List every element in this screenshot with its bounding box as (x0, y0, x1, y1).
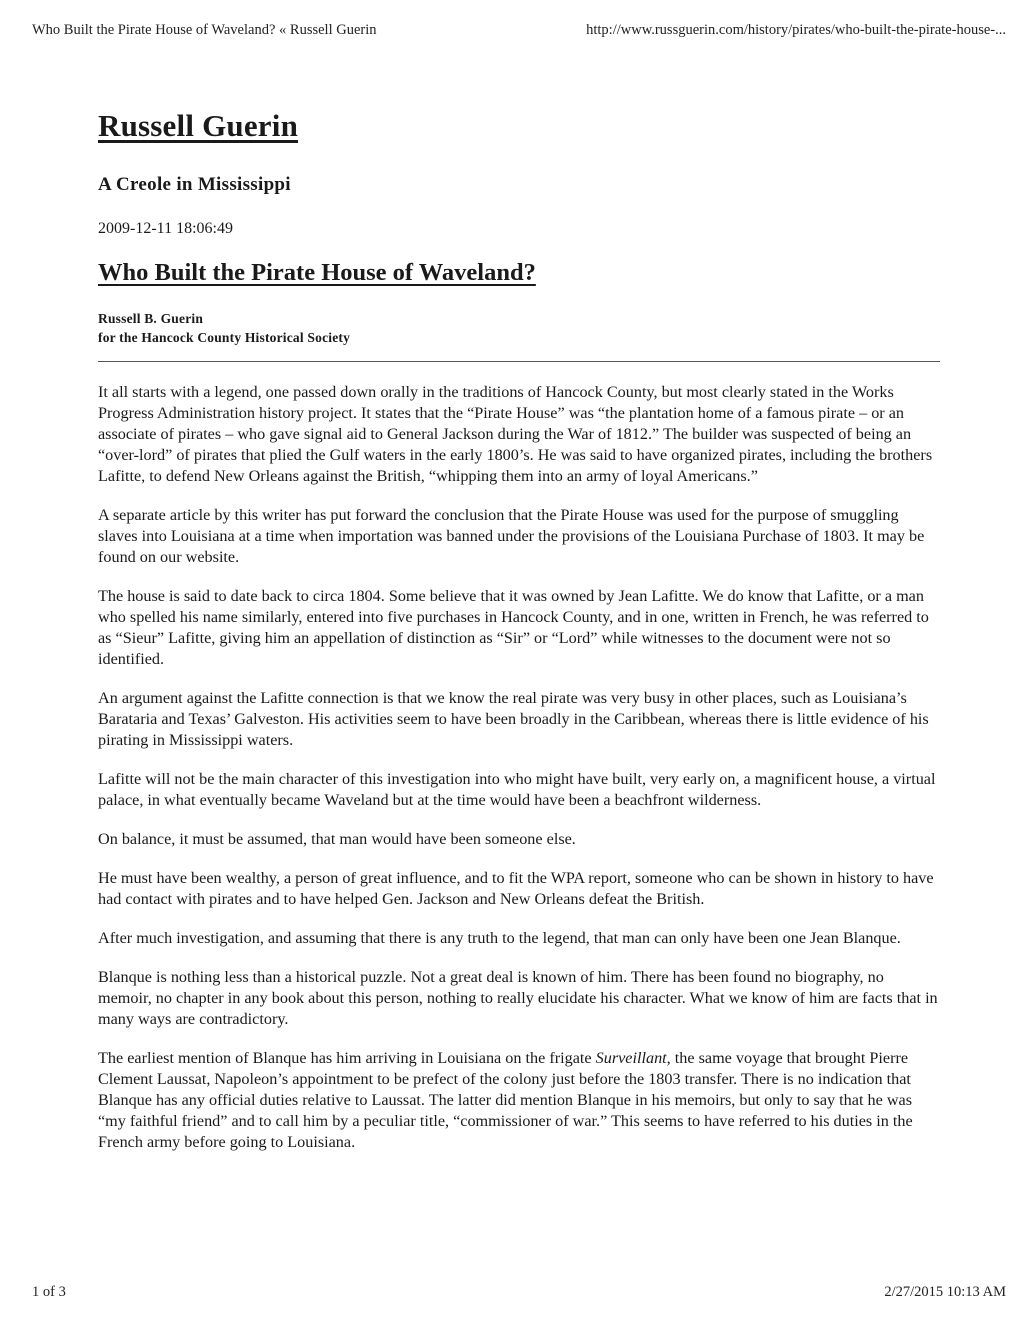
article-paragraph: After much investigation, and assuming that there is any truth to the legend, that man can only have been one Jean Blanque. (98, 929, 901, 947)
post-title[interactable]: Who Built the Pirate House of Waveland? (98, 259, 536, 286)
article-paragraph: The house is said to date back to circa 1804. Some believe that it was owned by Jean Lafitte. We do know that Lafitte, or a man who spelled his name similarly, entered into five purchases in Hancock County, and in one, written in French, he was referred to as “Sieur” Lafitte, giving him an appellation of distinction as “Sir” or “Lord” while witnesses to the document were not so identified. (98, 587, 929, 668)
print-timestamp: 2/27/2015 10:13 AM (884, 1284, 1006, 1300)
article-paragraph: An argument against the Lafitte connection is that we know the real pirate was very busy in other places, such as Louisiana’s Barataria and Texas’ Galveston. His activities seem to have been broadly in the Caribbean, whereas there is little evidence of his pirating in Mississippi waters. (98, 689, 929, 749)
article-paragraph: A separate article by this writer has put forward the conclusion that the Pirate House was used for the purpose of smuggling slaves into Louisiana at a time when importation was banned under the provisions of the Louisiana Purchase of 1803. It may be found on our website. (98, 506, 925, 566)
article-paragraph: Blanque is nothing less than a historical puzzle. Not a great deal is known of him. There has been found no biography, no memoir, no chapter in any book about this person, nothing to really elucidate his character. What we know of him are facts that in many ways are contradictory. (98, 968, 938, 1028)
print-page-title: Who Built the Pirate House of Waveland? « Russell Guerin (32, 22, 377, 38)
paragraph-text: The earliest mention of Blanque has him arriving in Louisiana on the frigate (98, 1049, 596, 1067)
author-affiliation: for the Hancock County Historical Society (98, 330, 351, 345)
divider-rule (98, 361, 940, 362)
byline (98, 309, 940, 347)
page-number: 1 of 3 (32, 1284, 66, 1300)
author-name: Russell B. Guerin (98, 311, 204, 326)
article-paragraph: He must have been wealthy, a person of great influence, and to fit the WPA report, someone who can be shown in history to have had contact with pirates and to have helped Gen. Jackson and New Orleans defeat the British. (98, 869, 934, 908)
ship-name: Surveillant, (595, 1049, 671, 1067)
print-header (32, 22, 1006, 42)
article-paragraph: On balance, it must be assumed, that man would have been someone else. (98, 830, 576, 848)
article-paragraph: It all starts with a legend, one passed down orally in the traditions of Hancock County, but most clearly stated in the Works Progress Administration history project. It states that the “Pirate House” was “the plantation home of a famous pirate – or an associate of pirates – who gave signal aid to General Jackson during the War of 1812.” The builder was suspected of being an “over-lord” of pirates that plied the Gulf waters in the early 1800’s. He was said to have organized pirates, including the brothers Lafitte, to defend New Orleans against the British, “whipping them into an army of loyal Americans.” (98, 383, 933, 485)
paragraph-text: the same voyage that brought Pierre Clement Laussat, Napoleon’s appointment to be prefect of the colony just before the 1803 transfer. There is no indication that Blanque has any official duties relative to Laussat. The latter did mention Blanque in his memoirs, but only to say that he was “my faithful friend” and to call him by a peculiar title, “commissioner of war.” This seems to have referred to his duties in the French army before going to Louisiana. (98, 1049, 913, 1151)
site-tagline: A Creole in Mississippi (98, 174, 291, 195)
site-title[interactable]: Russell Guerin (98, 108, 299, 143)
article-paragraph (98, 1048, 940, 1153)
article-body (98, 382, 940, 1153)
page-content (98, 108, 940, 1171)
print-url[interactable]: http://www.russguerin.com/history/pirates/who-built-the-pirate-house-... (586, 22, 1006, 38)
post-date: 2009-12-11 18:06:49 (98, 220, 233, 237)
print-footer (32, 1284, 1006, 1304)
article-paragraph: Lafitte will not be the main character of this investigation into who might have built, very early on, a magnificent house, a virtual palace, in what eventually became Waveland but at the time would have been a beachfront wilderness. (98, 770, 936, 809)
